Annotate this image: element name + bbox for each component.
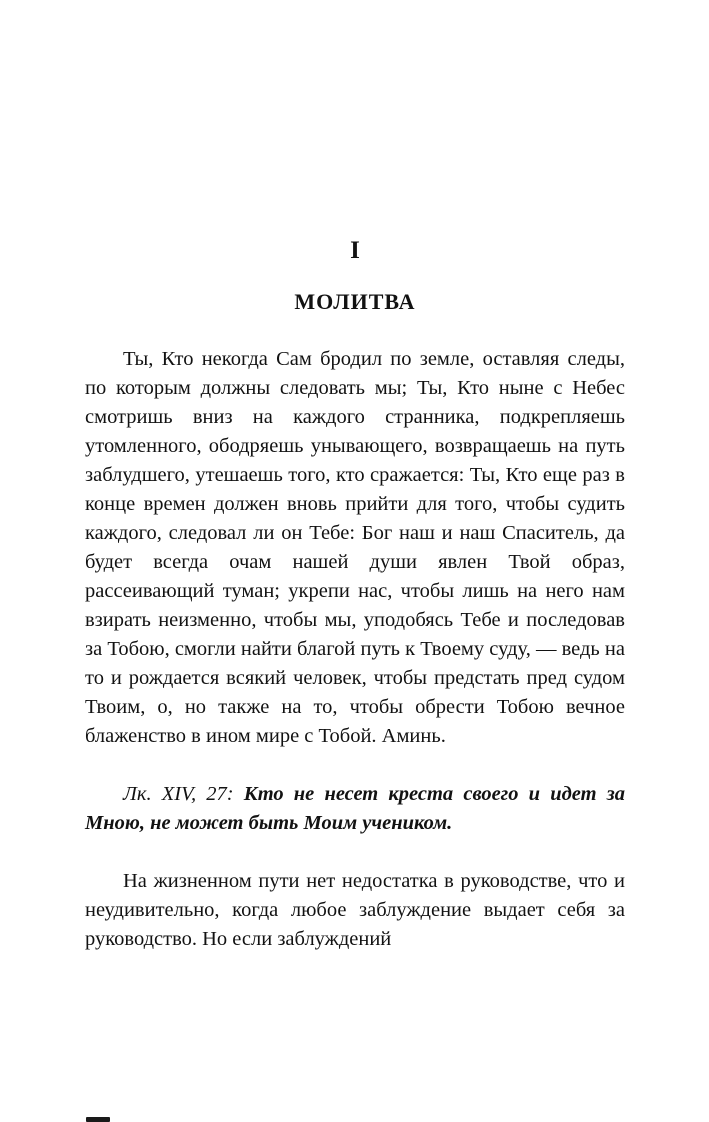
chapter-number: I xyxy=(350,237,360,264)
prayer-paragraph: Ты, Кто некогда Сам бродил по земле, оставляя следы, по которым должны следовать мы; Ты, Кто ныне с Небес смотришь вниз на каждого странника, подкрепляешь утомленного, ободряешь унывающего, возвращаешь на путь заблудшего, утешаешь того, кто сражается: Ты, Кто еще раз в конце времен должен вновь прийти для того, чтобы судить каждого, следовал ли он Тебе: Бог наш и наш Спаситель, да будет всегда очам нашей души явлен Твой образ, рассеивающий туман; укрепи нас, чтобы лишь на него нам взирать неизменно, чтобы мы, уподобясь Тебе и последовав за Тобою, смогли найти благой путь к Твоему суду, — ведь на то и рождается всякий человек, чтобы предстать пред судом Твоим, о, но также на то, чтобы обрести Тобою вечное блаженство в ином мире с Тобой. Аминь. xyxy=(85,348,625,747)
scan-artifact xyxy=(86,1117,110,1122)
body-paragraph: На жизненном пути нет недостатка в руководстве, что и неудивительно, когда любое заблуждение выдает себя за руководство. Но если заблуждений xyxy=(85,870,625,950)
epigraph-paragraph xyxy=(85,780,625,838)
chapter-title: МОЛИТВА xyxy=(294,289,416,314)
epigraph-reference: Лк. XIV, 27: xyxy=(123,783,234,805)
epigraph-text: Кто не несет креста своего и идет за Мною, не может быть Моим учеником. xyxy=(85,783,625,834)
